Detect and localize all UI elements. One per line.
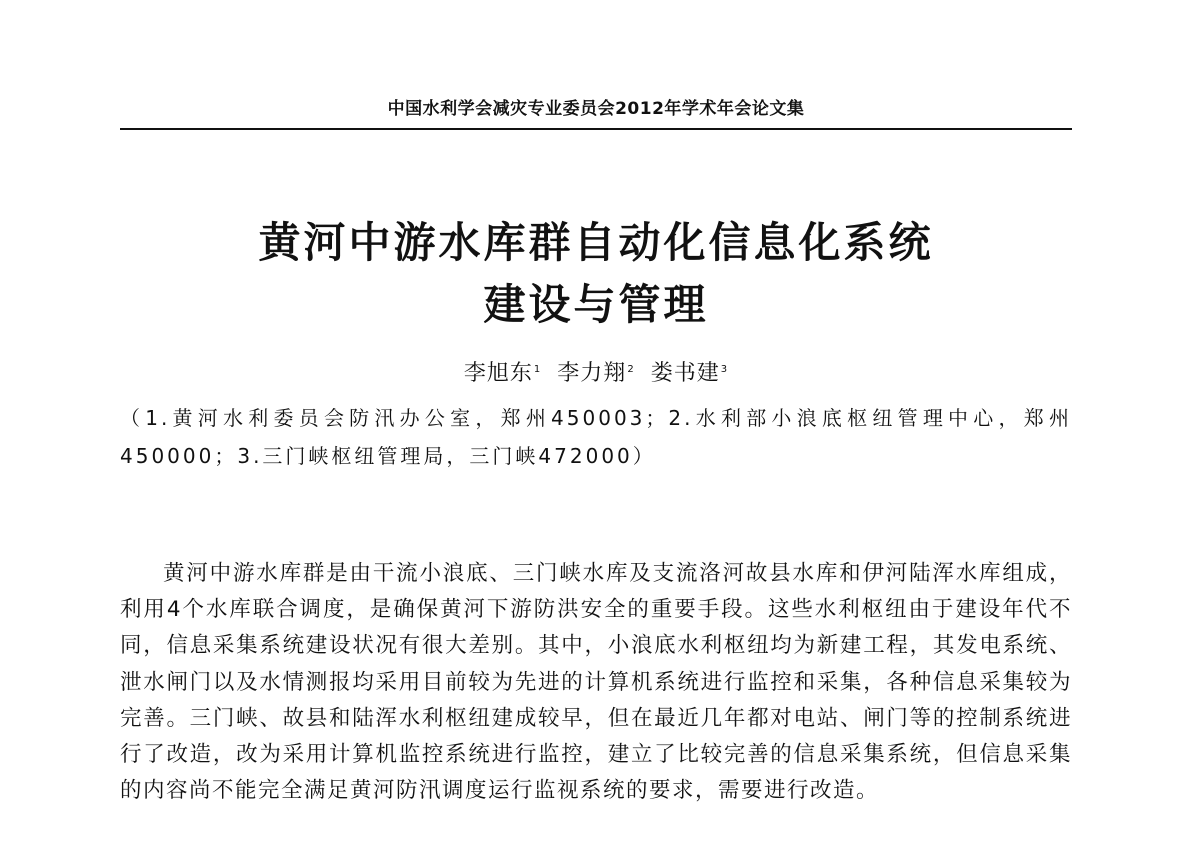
header-rule [120,128,1072,130]
author-list [120,355,1072,389]
paper-title [120,212,1072,336]
author [557,361,634,386]
author-affiliation-mark: 1 [533,364,542,375]
author [464,361,541,386]
author-affiliation-mark: 3 [720,364,729,375]
author-name: 李力翔 [557,361,627,387]
running-header: 中国水利学会减灾专业委员会2012年学术年会论文集 [387,99,805,119]
author-name: 娄书建 [650,361,720,387]
affiliations: （1.黄河水利委员会防汛办公室，郑州450003；2.水利部小浪底枢纽管理中心，郑州450000；3.三门峡枢纽管理局，三门峡472000） [120,406,1072,468]
title-line-1: 黄河中游水库群自动化信息化系统 [258,218,934,267]
author-name: 李旭东 [463,361,533,387]
body-paragraph: 黄河中游水库群是由干流小浪底、三门峡水库及支流洛河故县水库和伊河陆浑水库组成，利用4个水库联合调度，是确保黄河下游防洪安全的重要手段。这些水利枢纽由于建设年代不同，信息采集系统建设状况有很大差别。其中，小浪底水利枢纽均为新建工程，其发电系统、泄水闸门以及水情测报均采用目前较为先进的计算机系统进行监控和采集，各种信息采集较为完善。三门峡、故县和陆浑水利枢纽建成较早，但在最近几年都对电站、闸门等的控制系统进行了改造，改为采用计算机监控系统进行监控，建立了比较完善的信息采集系统，但信息采集的内容尚不能完全满足黄河防汛调度运行监视系统的要求，需要进行改造。 [120,561,1072,804]
author [651,361,728,386]
author-affiliation-mark: 2 [627,364,635,375]
title-line-2: 建设与管理 [483,280,709,329]
